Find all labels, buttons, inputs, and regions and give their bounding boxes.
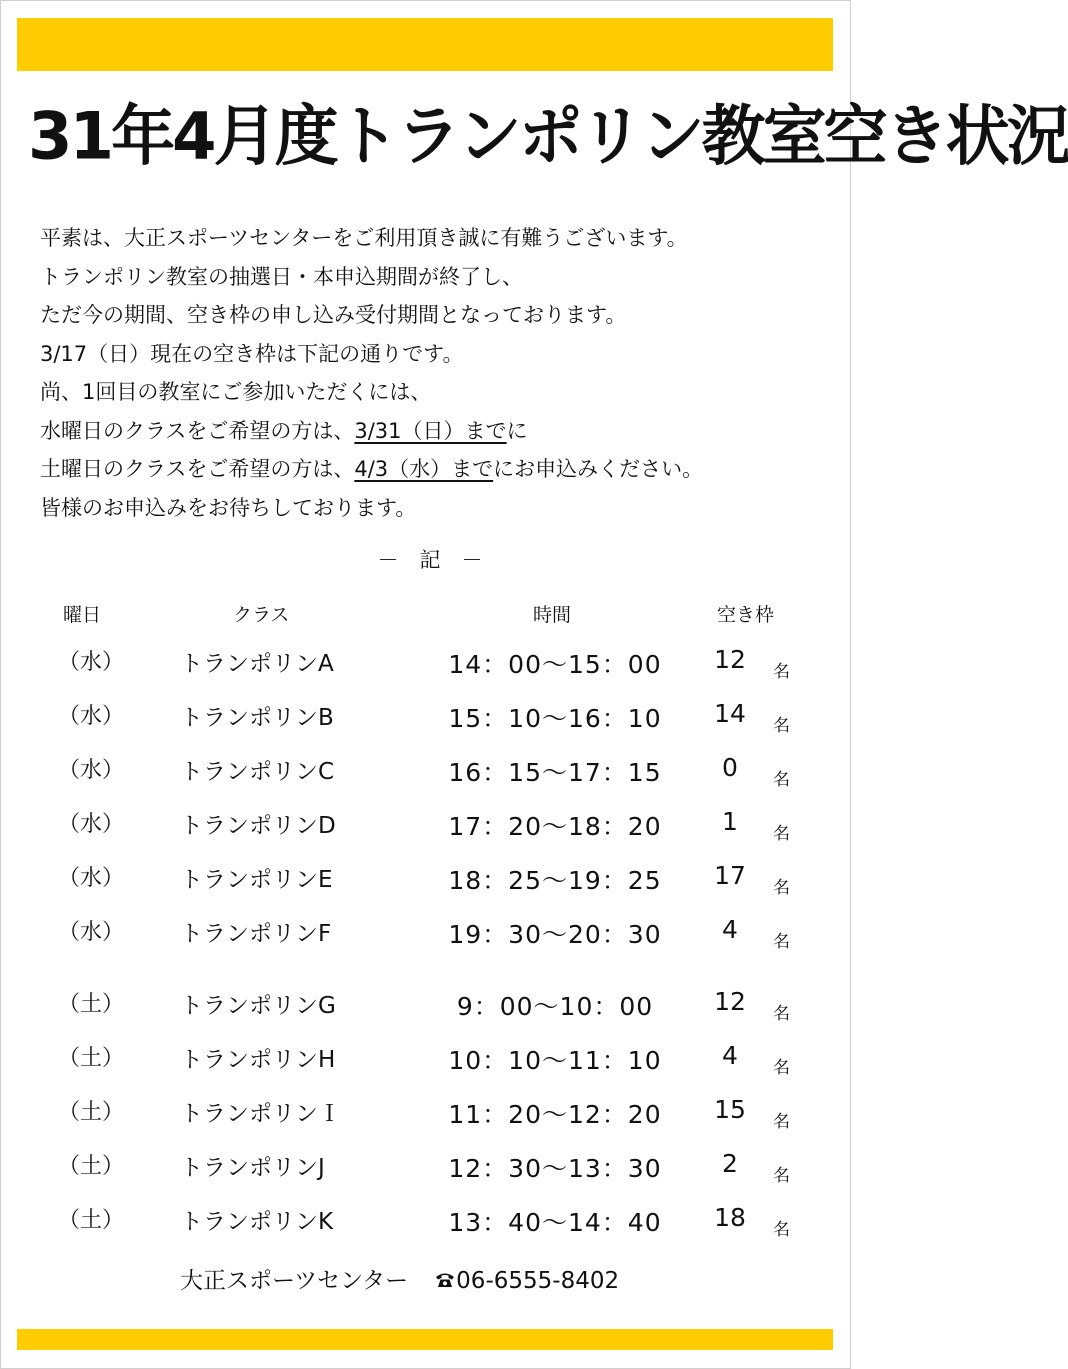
table-row bbox=[0, 645, 851, 685]
row-unit: 名 bbox=[773, 1058, 790, 1078]
row-class: トランポリンH bbox=[180, 1047, 336, 1073]
table-row bbox=[0, 861, 851, 901]
table-row bbox=[0, 1041, 851, 1081]
row-slots: 14 bbox=[714, 699, 746, 728]
footer-contact bbox=[180, 1262, 619, 1295]
row-class: トランポリンＩ bbox=[180, 1101, 341, 1127]
row-unit: 名 bbox=[773, 716, 790, 736]
wednesday-deadline-date: 3/31（日）まで bbox=[354, 418, 507, 443]
notice-text-segment: にお申込みください。 bbox=[493, 457, 704, 481]
table-row bbox=[0, 699, 851, 739]
header-class: クラス bbox=[233, 604, 290, 626]
notice-line: トランポリン教室の抽選日・本申込期間が終了し、 bbox=[40, 264, 523, 289]
row-time: 13：40～14：40 bbox=[448, 1208, 662, 1237]
row-time: 12：30～13：30 bbox=[448, 1154, 662, 1183]
row-time: 16：15～17：15 bbox=[448, 758, 662, 787]
row-slots: 12 bbox=[714, 645, 746, 674]
row-day: （土） bbox=[58, 1154, 125, 1179]
row-time: 11：20～12：20 bbox=[448, 1100, 662, 1129]
row-time: 10：10～11：10 bbox=[448, 1046, 662, 1075]
notice-line: 3/17（日）現在の空き枠は下記の通りです。 bbox=[40, 341, 464, 366]
notice-line-saturday-deadline bbox=[40, 450, 830, 489]
notice-line-wednesday-deadline bbox=[40, 412, 830, 451]
top-yellow-band bbox=[17, 18, 833, 71]
row-slots: 15 bbox=[714, 1095, 746, 1124]
row-slots: 2 bbox=[722, 1149, 738, 1178]
table-row bbox=[0, 915, 851, 955]
row-time: 18：25～19：25 bbox=[448, 866, 662, 895]
phone-number: 06-6555-8402 bbox=[456, 1268, 620, 1294]
row-class: トランポリンJ bbox=[180, 1155, 325, 1181]
row-unit: 名 bbox=[773, 1166, 790, 1186]
notice-text-segment: 水曜日のクラスをご希望の方は、 bbox=[40, 418, 355, 443]
notice-line: 平素は、大正スポーツセンターをご利用頂き誠に有難うございます。 bbox=[40, 226, 688, 250]
saturday-deadline-date: 4/3（水）まで bbox=[354, 457, 494, 481]
table-row bbox=[0, 1095, 851, 1135]
row-class: トランポリンA bbox=[180, 651, 334, 677]
row-time: 15：10～16：10 bbox=[448, 704, 662, 733]
row-unit: 名 bbox=[773, 1004, 790, 1024]
row-day: （水） bbox=[58, 866, 125, 891]
row-unit: 名 bbox=[773, 1220, 790, 1240]
table-row bbox=[0, 753, 851, 793]
header-time: 時間 bbox=[533, 604, 572, 626]
ki-heading: － 記 － bbox=[377, 548, 483, 572]
row-unit: 名 bbox=[773, 932, 790, 952]
row-class: トランポリンD bbox=[180, 813, 336, 839]
row-day: （水） bbox=[58, 650, 125, 675]
header-slots: 空き枠 bbox=[717, 604, 775, 626]
center-name: 大正スポーツセンター bbox=[180, 1268, 409, 1294]
table-row bbox=[0, 1149, 851, 1189]
row-day: （水） bbox=[58, 920, 125, 945]
bottom-yellow-band bbox=[17, 1329, 833, 1350]
row-class: トランポリンF bbox=[180, 921, 332, 947]
row-slots: 18 bbox=[714, 1203, 746, 1232]
row-unit: 名 bbox=[773, 662, 790, 682]
notice-line: 皆様のお申込みをお待ちしております。 bbox=[40, 495, 417, 520]
table-row bbox=[0, 987, 851, 1027]
row-class: トランポリンB bbox=[180, 705, 334, 731]
notice-text bbox=[40, 219, 830, 527]
row-class: トランポリンG bbox=[180, 993, 336, 1019]
table-row bbox=[0, 1203, 851, 1243]
notice-text-segment: に bbox=[506, 418, 528, 443]
notice-line: 尚、1回目の教室にご参加いただくには、 bbox=[40, 380, 432, 404]
telephone-icon bbox=[434, 1269, 456, 1287]
row-time: 19：30～20：30 bbox=[448, 920, 662, 949]
notice-text-segment: 土曜日のクラスをご希望の方は、 bbox=[40, 457, 355, 481]
row-unit: 名 bbox=[773, 878, 790, 898]
row-slots: 4 bbox=[722, 1041, 738, 1070]
row-slots: 1 bbox=[722, 807, 738, 836]
notice-line: ただ今の期間、空き枠の申し込み受付期間となっております。 bbox=[40, 303, 627, 327]
row-unit: 名 bbox=[773, 770, 790, 790]
row-slots: 4 bbox=[722, 915, 738, 944]
row-slots: 0 bbox=[722, 753, 738, 782]
row-time: 17：20～18：20 bbox=[448, 812, 662, 841]
row-day: （土） bbox=[58, 1208, 125, 1233]
row-day: （水） bbox=[58, 758, 125, 783]
row-day: （水） bbox=[58, 812, 125, 837]
row-day: （土） bbox=[58, 1046, 125, 1071]
row-slots: 12 bbox=[714, 987, 746, 1016]
page-title: 31年4月度トランポリン教室空き状況 bbox=[28, 99, 1068, 175]
row-slots: 17 bbox=[714, 861, 746, 890]
row-day: （土） bbox=[58, 1100, 125, 1125]
row-unit: 名 bbox=[773, 1112, 790, 1132]
row-class: トランポリンE bbox=[180, 867, 333, 893]
row-class: トランポリンC bbox=[180, 759, 335, 785]
row-class: トランポリンK bbox=[180, 1209, 334, 1235]
header-day: 曜日 bbox=[63, 604, 102, 626]
row-unit: 名 bbox=[773, 824, 790, 844]
row-time: 9：00～10：00 bbox=[456, 992, 654, 1021]
table-row bbox=[0, 807, 851, 847]
row-day: （水） bbox=[58, 704, 125, 729]
row-day: （土） bbox=[58, 992, 125, 1017]
row-time: 14：00～15：00 bbox=[448, 650, 662, 679]
